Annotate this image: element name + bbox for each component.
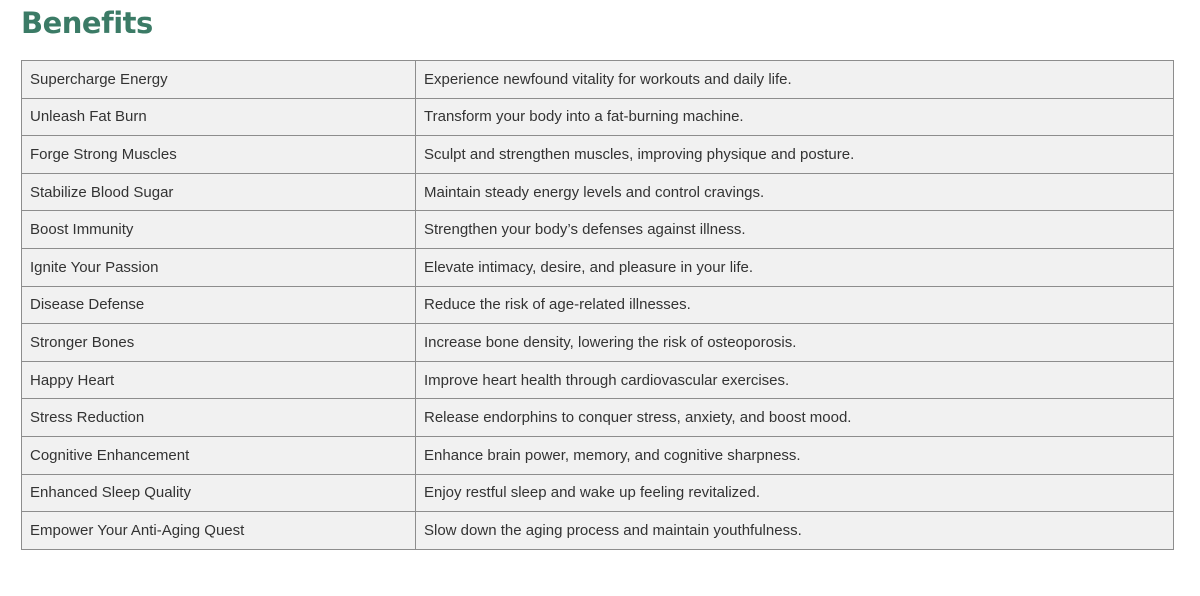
benefit-name-cell: Unleash Fat Burn: [22, 98, 416, 136]
benefit-name-cell: Boost Immunity: [22, 211, 416, 249]
benefit-description-cell: Transform your body into a fat-burning machine.: [416, 98, 1174, 136]
benefits-table-body: [22, 61, 1174, 550]
benefit-description-cell: Strengthen your body’s defenses against illness.: [416, 211, 1174, 249]
table-row: [22, 248, 1174, 286]
benefit-name-cell: Ignite Your Passion: [22, 248, 416, 286]
table-row: [22, 61, 1174, 99]
benefit-name-cell: Stabilize Blood Sugar: [22, 173, 416, 211]
benefit-name-cell: Cognitive Enhancement: [22, 436, 416, 474]
table-row: [22, 286, 1174, 324]
table-row: [22, 173, 1174, 211]
benefit-name-cell: Empower Your Anti-Aging Quest: [22, 512, 416, 550]
table-row: [22, 512, 1174, 550]
table-row: [22, 211, 1174, 249]
benefit-description-cell: Elevate intimacy, desire, and pleasure in your life.: [416, 248, 1174, 286]
benefit-name-cell: Stress Reduction: [22, 399, 416, 437]
benefits-table: [21, 60, 1174, 550]
benefit-description-cell: Sculpt and strengthen muscles, improving physique and posture.: [416, 136, 1174, 174]
benefit-name-cell: Happy Heart: [22, 361, 416, 399]
benefit-description-cell: Enjoy restful sleep and wake up feeling revitalized.: [416, 474, 1174, 512]
table-row: [22, 399, 1174, 437]
benefit-description-cell: Improve heart health through cardiovascular exercises.: [416, 361, 1174, 399]
benefit-description-cell: Slow down the aging process and maintain youthfulness.: [416, 512, 1174, 550]
benefit-name-cell: Forge Strong Muscles: [22, 136, 416, 174]
benefit-description-cell: Experience newfound vitality for workouts and daily life.: [416, 61, 1174, 99]
table-row: [22, 361, 1174, 399]
benefit-name-cell: Enhanced Sleep Quality: [22, 474, 416, 512]
table-row: [22, 436, 1174, 474]
benefit-name-cell: Supercharge Energy: [22, 61, 416, 99]
benefit-description-cell: Maintain steady energy levels and control cravings.: [416, 173, 1174, 211]
table-row: [22, 324, 1174, 362]
benefit-name-cell: Stronger Bones: [22, 324, 416, 362]
benefit-name-cell: Disease Defense: [22, 286, 416, 324]
benefit-description-cell: Increase bone density, lowering the risk of osteoporosis.: [416, 324, 1174, 362]
benefit-description-cell: Enhance brain power, memory, and cognitive sharpness.: [416, 436, 1174, 474]
benefit-description-cell: Reduce the risk of age-related illnesses.: [416, 286, 1174, 324]
benefit-description-cell: Release endorphins to conquer stress, anxiety, and boost mood.: [416, 399, 1174, 437]
table-row: [22, 98, 1174, 136]
page-title: Benefits: [21, 6, 153, 40]
table-row: [22, 474, 1174, 512]
table-row: [22, 136, 1174, 174]
